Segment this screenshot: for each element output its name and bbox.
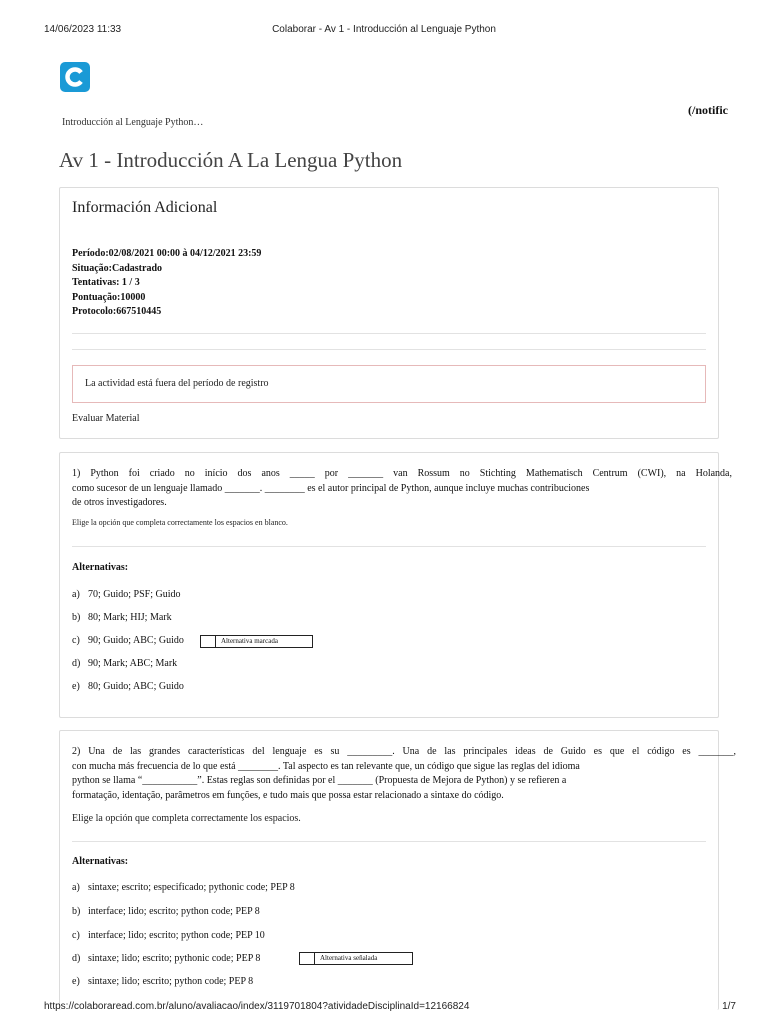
alternative-c[interactable] bbox=[72, 930, 265, 944]
alternative-text: 80; Mark; HIJ; Mark bbox=[88, 612, 172, 623]
marked-alternative-badge bbox=[299, 952, 413, 965]
alternative-e[interactable] bbox=[72, 976, 253, 990]
alternative-text: sintaxe; lido; escrito; pythonic code; PEP 8 bbox=[88, 953, 261, 964]
alternative-letter: e) bbox=[72, 976, 80, 987]
alternative-letter: e) bbox=[72, 681, 80, 692]
alternative-d[interactable] bbox=[72, 953, 260, 967]
alternative-letter: a) bbox=[72, 882, 80, 893]
info-heading: Información Adicional bbox=[72, 199, 218, 216]
evaluate-material-link[interactable]: Evaluar Material bbox=[72, 413, 140, 424]
question-text bbox=[72, 467, 732, 511]
alternative-text: 90; Mark; ABC; Mark bbox=[88, 658, 178, 669]
print-title: Colaborar - Av 1 - Introducción al Lenguaje Python bbox=[272, 24, 496, 35]
alternative-a[interactable] bbox=[72, 589, 181, 603]
alternative-letter: b) bbox=[72, 906, 81, 917]
question-hint: Elige la opción que completa correctamente los espacios. bbox=[72, 813, 301, 824]
alternative-letter: b) bbox=[72, 612, 81, 623]
checkbox-icon bbox=[300, 953, 315, 964]
alternative-text: interface; lido; escrito; python code; PEP 10 bbox=[88, 930, 265, 941]
info-tentativas: Tentativas: 1 / 3 bbox=[72, 277, 140, 288]
question-line: con mucha más frecuencia de lo que está ________. Tal aspecto es tan relevante que, un código que sigue las reglas del idioma bbox=[72, 760, 580, 772]
alternative-e[interactable] bbox=[72, 681, 184, 695]
alternative-text: 90; Guido; ABC; Guido bbox=[88, 635, 184, 646]
checkbox-icon bbox=[201, 636, 216, 647]
question-line: 2) Una de las grandes características del lenguaje es su _________. Una de las principales ideas de Guido es que el código es _______, bbox=[72, 746, 736, 757]
marked-alternative-badge bbox=[200, 635, 313, 648]
colaborar-logo[interactable] bbox=[60, 62, 90, 92]
alternative-text: sintaxe; escrito; especificado; pythonic code; PEP 8 bbox=[88, 882, 295, 893]
question-card-1 bbox=[59, 452, 732, 718]
marker-label: Alternativa señalada bbox=[320, 954, 378, 962]
alternative-letter: c) bbox=[72, 930, 80, 941]
alternative-text: interface; lido; escrito; python code; PEP 8 bbox=[88, 906, 260, 917]
info-list bbox=[72, 247, 261, 320]
question-line: como sucesor de un lenguaje llamado _______. ________ es el autor principal de Python, aunque incluye muchas contribuciones bbox=[72, 482, 590, 494]
alternative-letter: d) bbox=[72, 953, 81, 964]
alternative-b[interactable] bbox=[72, 612, 172, 626]
print-footer bbox=[0, 1001, 768, 1015]
question-line: formatação, identação, parâmetros em funções, e tudo mais que possa estar relacionado a sintaxe do código. bbox=[72, 789, 504, 801]
info-card bbox=[59, 187, 719, 439]
print-header bbox=[0, 24, 768, 38]
logo-c-icon bbox=[60, 62, 90, 92]
notifications-link[interactable]: (/notific bbox=[688, 103, 728, 117]
alternative-letter: d) bbox=[72, 658, 81, 669]
alternative-c[interactable] bbox=[72, 635, 184, 649]
divider bbox=[72, 349, 706, 350]
question-text bbox=[72, 745, 736, 803]
alternatives-heading: Alternativas: bbox=[72, 856, 129, 867]
info-situacao: Situação:Cadastrado bbox=[72, 262, 163, 274]
divider bbox=[72, 546, 706, 547]
print-datetime: 14/06/2023 11:33 bbox=[44, 24, 122, 35]
question-line: python se llama “___________”. Estas reglas son definidas por el _______ (Propuesta de Mejora de Python) y se refieren a bbox=[72, 775, 567, 786]
divider bbox=[72, 333, 706, 334]
question-hint: Elige la opción que completa correctamente los espacios en blanco. bbox=[72, 518, 288, 527]
alternatives-heading: Alternativas: bbox=[72, 562, 129, 573]
alternative-letter: a) bbox=[72, 589, 80, 600]
question-line: de otros investigadores. bbox=[72, 497, 167, 508]
print-url: https://colaboraread.com.br/aluno/avaliacao/index/3119701804?atividadeDisciplinaId=12166824 bbox=[44, 1001, 470, 1012]
alternative-text: 80; Guido; ABC; Guido bbox=[88, 681, 184, 692]
page-title: Av 1 - Introducción A La Lengua Python bbox=[59, 148, 403, 172]
alternative-text: sintaxe; lido; escrito; python code; PEP 8 bbox=[88, 976, 254, 987]
alternative-b[interactable] bbox=[72, 906, 260, 920]
info-pontuacao: Pontuação:10000 bbox=[72, 291, 146, 303]
alternative-d[interactable] bbox=[72, 658, 177, 672]
alternative-a[interactable] bbox=[72, 882, 295, 896]
breadcrumb[interactable]: Introducción al Lenguaje Python… bbox=[62, 117, 204, 128]
registration-alert: La actividad está fuera del período de registro bbox=[72, 365, 706, 403]
alternative-text: 70; Guido; PSF; Guido bbox=[88, 589, 181, 600]
alternative-letter: c) bbox=[72, 635, 80, 646]
info-protocolo: Protocolo:667510445 bbox=[72, 306, 162, 317]
info-periodo: Período:02/08/2021 00:00 à 04/12/2021 23:59 bbox=[72, 248, 262, 259]
print-page-number: 1/7 bbox=[722, 1001, 736, 1012]
question-line: 1) Python foi criado no início dos anos _____ por _______ van Rossum no Stichting Mathematisch Centrum (CWI), na Holanda, bbox=[72, 468, 732, 479]
divider bbox=[72, 841, 706, 842]
marker-label: Alternativa marcada bbox=[221, 637, 278, 645]
